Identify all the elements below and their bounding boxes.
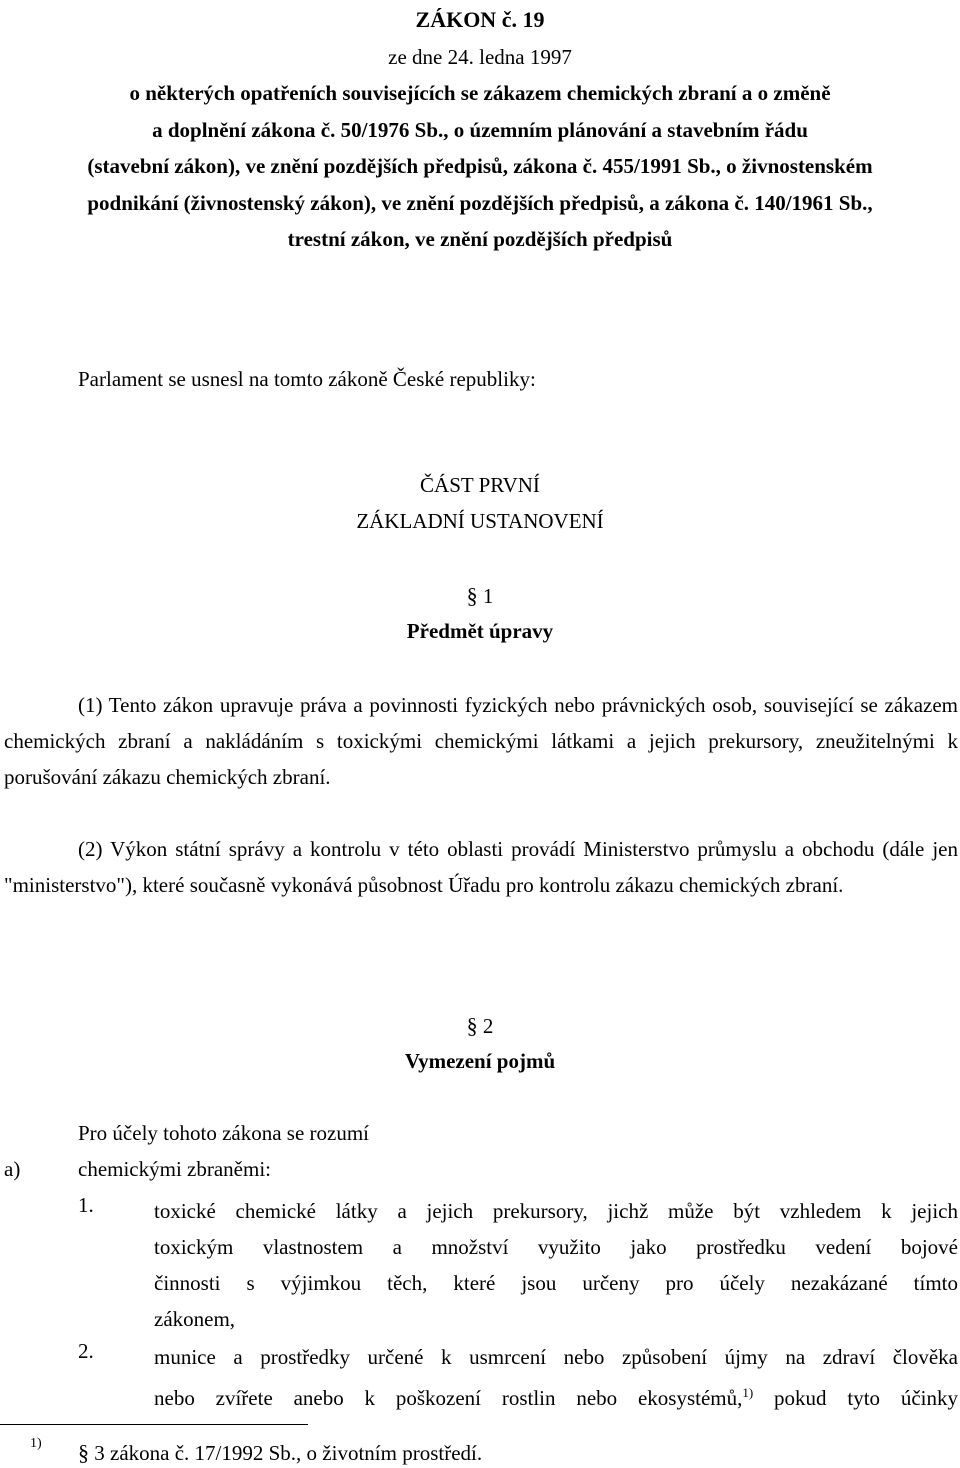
part-title: ZÁKLADNÍ USTANOVENÍ: [356, 509, 604, 533]
section-1-title: Předmět úpravy: [406, 619, 554, 643]
definitions-intro: Pro účely tohoto zákona se rozumí: [78, 1121, 370, 1145]
section-2-number: 2: [482, 1014, 494, 1038]
section-sign: §: [78, 1440, 89, 1465]
law-date: ze dne 24. ledna 1997: [388, 44, 572, 69]
footnote-reference[interactable]: 1): [742, 1385, 754, 1400]
footnote-mark: 1): [30, 1436, 42, 1451]
section-2-title: Vymezení pojmů: [404, 1049, 556, 1073]
law-subject-line: podnikání (živnostenský zákon), ve znění pozdějších předpisů, a zákona č. 140/1961 Sb.,: [87, 190, 873, 215]
section-1-number: 1: [482, 584, 494, 608]
subitem-2-text: munice a prostředky určené k usmrcení nebo způsobení újmy na zdraví člověka nebo zvířete anebo k poškození rostlin nebo ekosystémů,$^{1)}$ pokud tyto účinky: [154, 1345, 958, 1410]
subitem-1-text: toxické chemické látky a jejich prekursory, jichž může být vzhledem k jejich toxickým vlastnostem a množství využito jako prostředku vedení bojové činnosti s výjimkou těch, které jsou určeny pro účely nezakázané tímto zákonem,: [154, 1199, 958, 1331]
part-number: ČÁST PRVNÍ: [420, 473, 540, 497]
subitem-2-number: 2.: [78, 1339, 94, 1363]
enactment-clause: Parlament se usnesl na tomto zákoně České republiky:: [78, 367, 536, 391]
section-2-heading: [0, 1013, 960, 1039]
law-subject-line: o některých opatřeních souvisejících se zákazem chemických zbraní a o změně: [129, 81, 831, 105]
footnote-text: § 3 zákona č. 17/1992 Sb., o životním prostředí.: [78, 1440, 483, 1465]
law-subject-line: trestní zákon, ve znění pozdějších předpisů: [287, 227, 673, 251]
subitem-1-number: 1.: [78, 1193, 94, 1217]
section-sign: §: [466, 583, 478, 608]
footnote-divider: [0, 1424, 308, 1425]
section-1-heading: [0, 583, 960, 609]
law-subject-line: a doplnění zákona č. 50/1976 Sb., o územním plánování a stavebním řádu: [152, 117, 808, 142]
section-1-paragraph-1: (1) Tento zákon upravuje práva a povinnosti fyzických nebo právnických osob, související se zákazem chemických zbraní a nakládáním s toxickými chemickými látkami a jejich prekursory, zneužitelnými k porušování zákazu chemických zbraní.: [4, 693, 958, 789]
law-header: [0, 2, 960, 258]
law-title: ZÁKON č. 19: [415, 7, 545, 32]
item-a-text: chemickými zbraněmi:: [78, 1157, 272, 1181]
section-sign: §: [466, 1013, 478, 1038]
item-a-label: a): [4, 1157, 21, 1181]
section-1-paragraph-2: (2) Výkon státní správy a kontrolu v této oblasti provádí Ministerstvo průmyslu a obchodu (dále jen "ministerstvo"), které současně vykonává působnost Úřadu pro kontrolu zákazu chemických zbraní.: [4, 837, 958, 897]
law-subject-line: (stavební zákon), ve znění pozdějších předpisů, zákona č. 455/1991 Sb., o živnostenském: [87, 154, 873, 178]
